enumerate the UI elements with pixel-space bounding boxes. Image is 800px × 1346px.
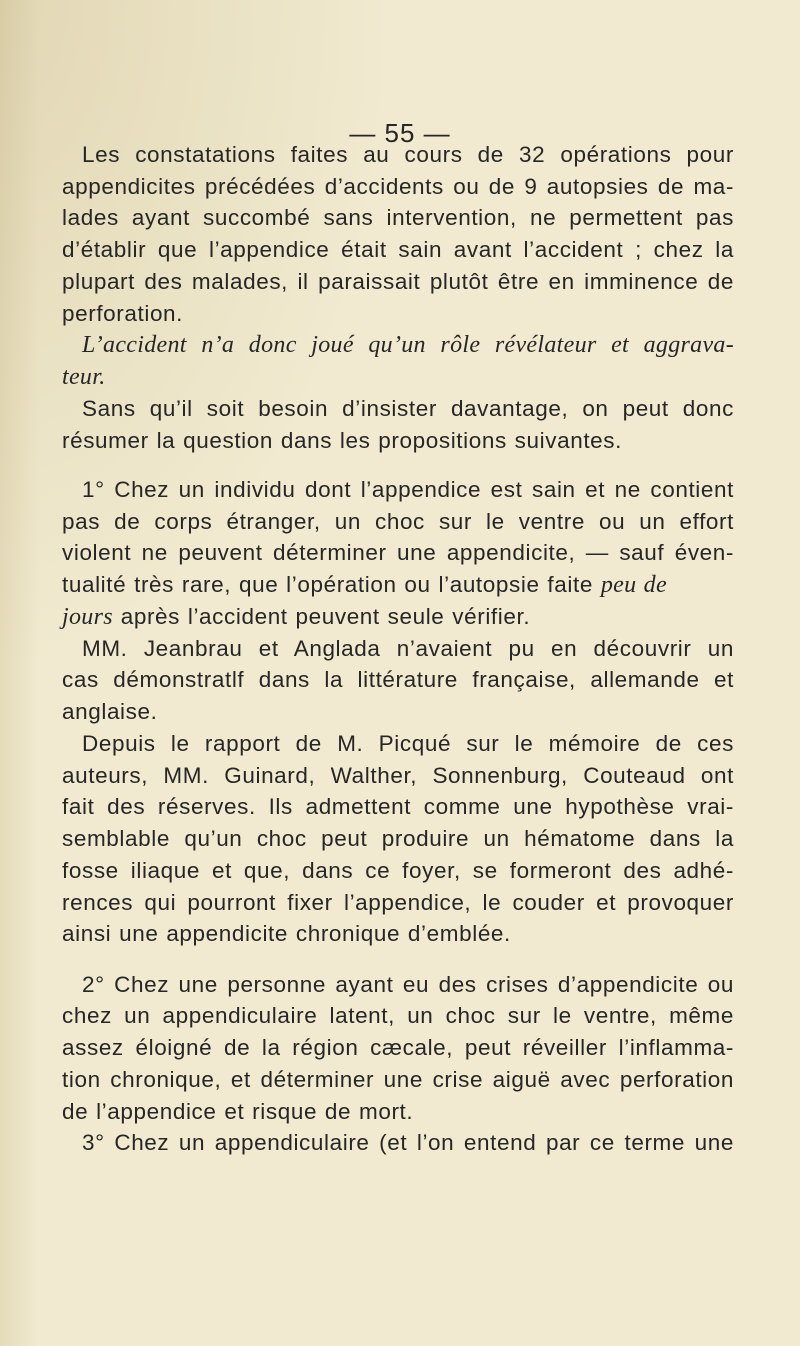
text-line: violent ne peuvent déterminer une appendicite, — sauf éven- (62, 540, 734, 565)
text-line: auteurs, MM. Guinard, Walther, Sonnenburg, Couteaud ont (62, 763, 734, 788)
page-number: — 55 — (349, 118, 451, 148)
text-line: ainsi une appendicite chronique d’emblée. (62, 921, 511, 946)
text-line: Depuis le rapport de M. Picqué sur le mémoire de ces (82, 731, 734, 756)
text-line: tion chronique, et déterminer une crise aiguë avec perforation (62, 1067, 734, 1092)
text-line: appendicites précédées d’accidents ou de 9 autopsies de ma- (62, 174, 734, 199)
text-span: après l’accident peuvent seule vérifier. (120, 604, 531, 629)
text-line: résumer la question dans les propositions suivantes. (62, 428, 622, 453)
text-line: anglaise. (62, 699, 158, 724)
text-line: perforation. (62, 301, 184, 326)
text-line: Sans qu’il soit besoin d’insister davantage, on peut donc (82, 396, 734, 421)
text-line: d’établir que l’appendice était sain avant l’accident ; chez la (62, 237, 734, 262)
text-line: lades ayant succombé sans intervention, ne permettent pas (62, 205, 734, 230)
text-line: assez éloigné de la région cæcale, peut réveiller l’inflamma- (62, 1035, 734, 1060)
italic-span: peu de (600, 572, 667, 598)
text-line: 3° Chez un appendiculaire (et l’on entend par ce terme une (82, 1130, 734, 1155)
text-line-mixed (62, 572, 734, 599)
text-line: cas démonstratlf dans la littérature française, allemande et (62, 667, 734, 692)
text-line: 2° Chez une personne ayant eu des crises d’appendicite ou (82, 972, 734, 997)
italic-line: L’accident n’a donc joué qu’un rôle révélateur et aggrava- (82, 332, 734, 358)
text-line: fosse iliaque et que, dans ce foyer, se formeront des adhé- (62, 858, 734, 883)
text-line: Les constatations faites au cours de 32 opérations pour (82, 142, 734, 167)
text-line: plupart des malades, il paraissait plutôt être en imminence de (62, 269, 734, 294)
text-line: MM. Jeanbrau et Anglada n’avaient pu en découvrir un (82, 636, 734, 661)
text-line: pas de corps étranger, un choc sur le ventre ou un effort (62, 509, 734, 534)
text-line-mixed (62, 604, 734, 631)
text-line: fait des réserves. Ils admettent comme une hypothèse vrai- (62, 794, 734, 819)
text-line: chez un appendiculaire latent, un choc sur le ventre, même (62, 1003, 734, 1028)
italic-span: jours (62, 604, 113, 630)
text-line: rences qui pourront fixer l’appendice, le couder et provoquer (62, 890, 734, 915)
text-line: semblable qu’un choc peut produire un hématome dans la (62, 826, 734, 851)
text-span: tualité très rare, que l’opération ou l’autopsie faite (62, 572, 593, 597)
text-line: de l’appendice et risque de mort. (62, 1099, 414, 1124)
italic-line: teur. (62, 364, 106, 390)
text-line: 1° Chez un individu dont l’appendice est sain et ne contient (82, 477, 734, 502)
